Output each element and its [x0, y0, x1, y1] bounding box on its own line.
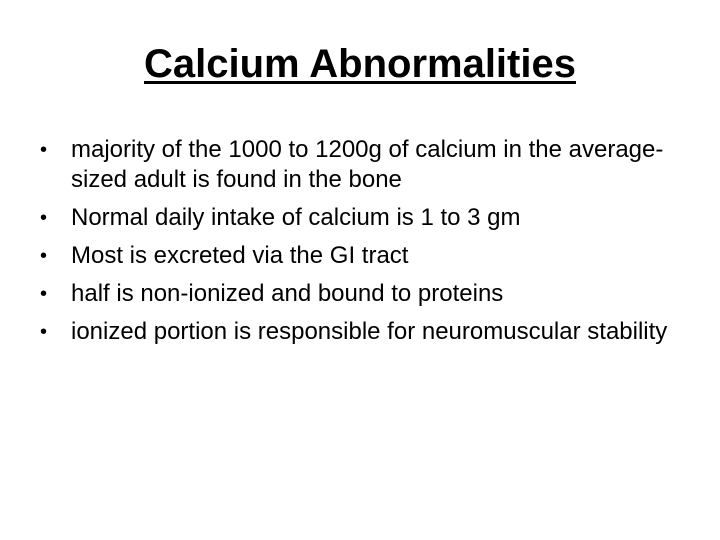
bullet-text: Normal daily intake of calcium is 1 to 3 gm	[71, 204, 521, 231]
bullet-text: half is non-ionized and bound to proteins	[71, 280, 504, 307]
bullet-item	[40, 279, 680, 309]
bullet-item	[40, 135, 680, 195]
bullet-list	[40, 135, 680, 355]
bullet-dot-icon: •	[40, 207, 48, 229]
bullet-dot-icon: •	[40, 245, 48, 267]
bullet-dot-icon: •	[40, 139, 48, 161]
bullet-text: Most is excreted via the GI tract	[71, 242, 409, 269]
bullet-text: ionized portion is responsible for neuromuscular stability	[71, 318, 668, 345]
bullet-item	[40, 203, 680, 233]
bullet-item	[40, 241, 680, 271]
bullet-dot-icon: •	[40, 283, 48, 305]
bullet-dot-icon: •	[40, 321, 48, 343]
slide-title: Calcium Abnormalities	[144, 42, 576, 86]
bullet-text: majority of the 1000 to 1200g of calcium in the average-sized adult is found in the bone	[71, 136, 664, 193]
bullet-item	[40, 317, 680, 347]
